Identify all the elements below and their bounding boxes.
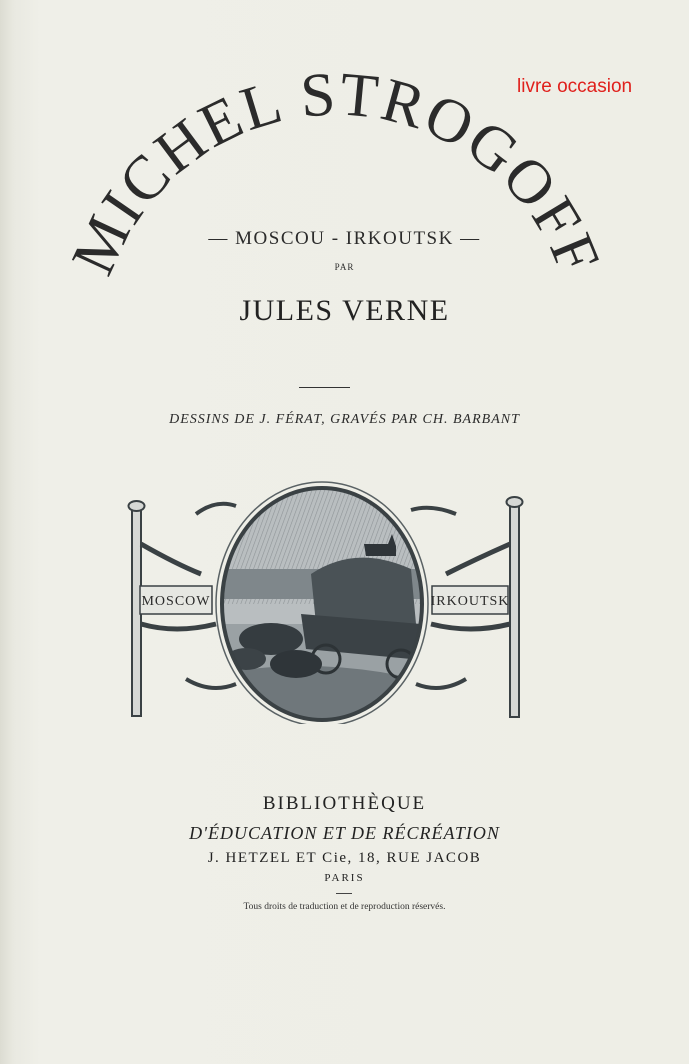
troika-scene xyxy=(216,484,436,724)
small-divider xyxy=(336,893,352,894)
divider-rule xyxy=(299,387,350,388)
book-title-text: MICHEL STROGOFF xyxy=(59,60,613,285)
moscow-sign-label: MOSCOW xyxy=(141,594,211,609)
book-title xyxy=(59,60,613,284)
series-subtitle: D'ÉDUCATION ET DE RÉCRÉATION xyxy=(189,823,500,843)
illustration-credits: DESSINS DE J. FÉRAT, GRAVÉS PAR CH. BARBANT xyxy=(169,412,520,427)
watermark-text: livre occasion xyxy=(517,76,633,97)
irkoutsk-sign-label: IRKOUTSK xyxy=(430,594,510,609)
rights-notice: Tous droits de traduction et de reproduction réservés. xyxy=(243,902,446,912)
vignette-illustration xyxy=(126,474,526,724)
publisher-city: PARIS xyxy=(324,872,365,884)
series-title: BIBLIOTHÈQUE xyxy=(262,793,427,814)
book-title-arc xyxy=(0,0,689,340)
par-label: PAR xyxy=(334,262,355,272)
subtitle: — MOSCOU - IRKOUTSK — xyxy=(208,228,481,249)
author-name: JULES VERNE xyxy=(239,294,450,327)
publisher-address: J. HETZEL ET Cie, 18, RUE JACOB xyxy=(207,850,482,866)
